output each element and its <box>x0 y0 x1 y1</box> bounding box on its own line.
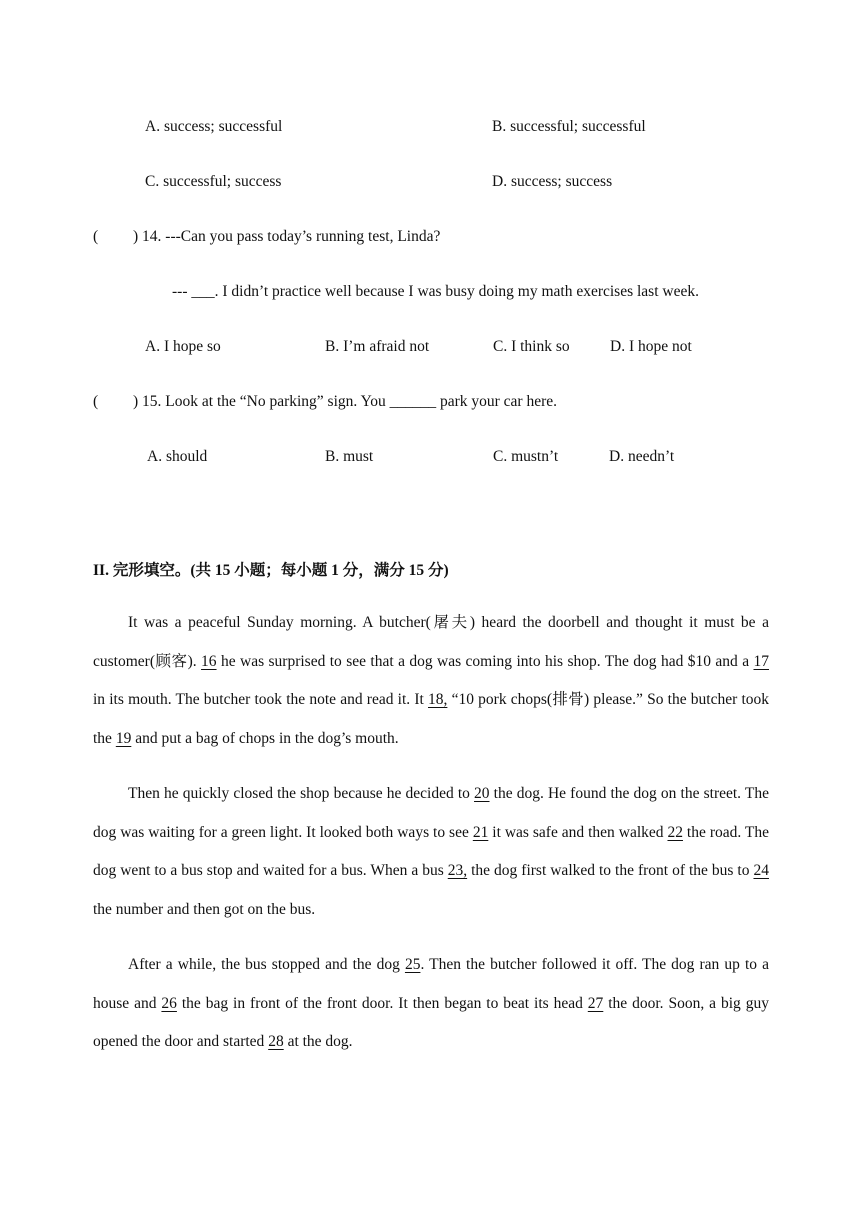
q14-reply: --- ___. I didn’t practice well because I was busy doing my math exercises last week. <box>172 283 699 300</box>
passage-text: it was safe and then walked <box>488 823 668 841</box>
q15-option-d: D. needn’t <box>609 448 675 465</box>
blank-17: 17 <box>753 652 769 670</box>
blank-24: 24 <box>753 862 769 880</box>
passage-paragraph-1 <box>93 604 769 759</box>
q14-option-b: B. I’m afraid not <box>325 338 430 355</box>
blank-21: 21 <box>472 823 489 841</box>
q14-answer-bracket: ( <box>93 228 99 245</box>
passage-text: and put a bag of chops in the dog’s mouth. <box>131 730 399 748</box>
q15-answer-bracket: ( <box>93 393 99 410</box>
passage-paragraph-3 <box>93 946 769 1062</box>
passage-text: at the dog. <box>283 1033 353 1051</box>
passage-text: the dog. He found the dog on the street. The dog was waiting for a green light. It looked both ways to see <box>93 785 769 841</box>
q14-option-d: D. I hope not <box>610 338 692 355</box>
q15-stem: ) 15. Look at the “No parking” sign. You ______ park your car here. <box>133 393 558 410</box>
blank-26: 26 <box>161 994 177 1012</box>
passage-text: . Then the butcher followed it off. The dog ran up to a house and <box>93 956 770 1012</box>
passage-text: “10 pork chops(排骨) please.” So the butcher took the <box>93 691 770 748</box>
passage-text: in its mouth. The butcher took the note and read it. It <box>93 691 429 709</box>
blank-19: 19 <box>115 730 132 748</box>
blank-27: 27 <box>587 994 604 1012</box>
q13-option-a: A. success; successful <box>145 118 283 135</box>
q13-option-b: B. successful; successful <box>492 118 646 135</box>
blank-18: 18, <box>428 691 448 709</box>
passage-text: he was surprised to see that a dog was coming into his shop. The dog had $10 and a <box>216 652 754 670</box>
blank-23: 23, <box>447 862 468 880</box>
q15-option-c: C. mustn’t <box>493 448 559 465</box>
passage-text: the road. The dog went to a bus stop and waited for a bus. When a bus <box>93 823 770 880</box>
q13-option-d: D. success; success <box>492 173 613 190</box>
q14-stem: ) 14. ---Can you pass today’s running test, Linda? <box>133 228 441 245</box>
passage-text: After a while, the bus stopped and the dog <box>128 956 405 973</box>
q13-option-c: C. successful; success <box>145 173 282 190</box>
section-title: II. 完形填空。(共 15 小题；每小题 1 分，满分 15 分) <box>93 562 449 579</box>
passage-text: the number and then got on the bus. <box>93 901 316 919</box>
blank-28: 28 <box>268 1033 284 1051</box>
blank-22: 22 <box>667 823 683 841</box>
passage-text: the dog first walked to the front of the bus to <box>467 862 754 880</box>
q14-option-c: C. I think so <box>493 338 570 355</box>
blank-25: 25 <box>404 956 421 973</box>
blank-16: 16 <box>201 652 217 670</box>
q15-option-b: B. must <box>325 448 374 465</box>
passage-text: the bag in front of the front door. It then began to beat its head <box>176 994 588 1012</box>
passage-text: Then he quickly closed the shop because he decided to <box>128 785 475 802</box>
blank-20: 20 <box>474 785 490 802</box>
passage-text: the door. Soon, a big guy opened the door and started <box>93 994 769 1051</box>
passage-text: It was a peaceful Sunday morning. A butcher(屠夫) heard the doorbell and thought it must be a customer(顾客). <box>93 614 769 670</box>
q15-option-a: A. should <box>147 448 208 465</box>
passage-paragraph-2 <box>93 775 769 930</box>
q14-option-a: A. I hope so <box>145 338 221 355</box>
